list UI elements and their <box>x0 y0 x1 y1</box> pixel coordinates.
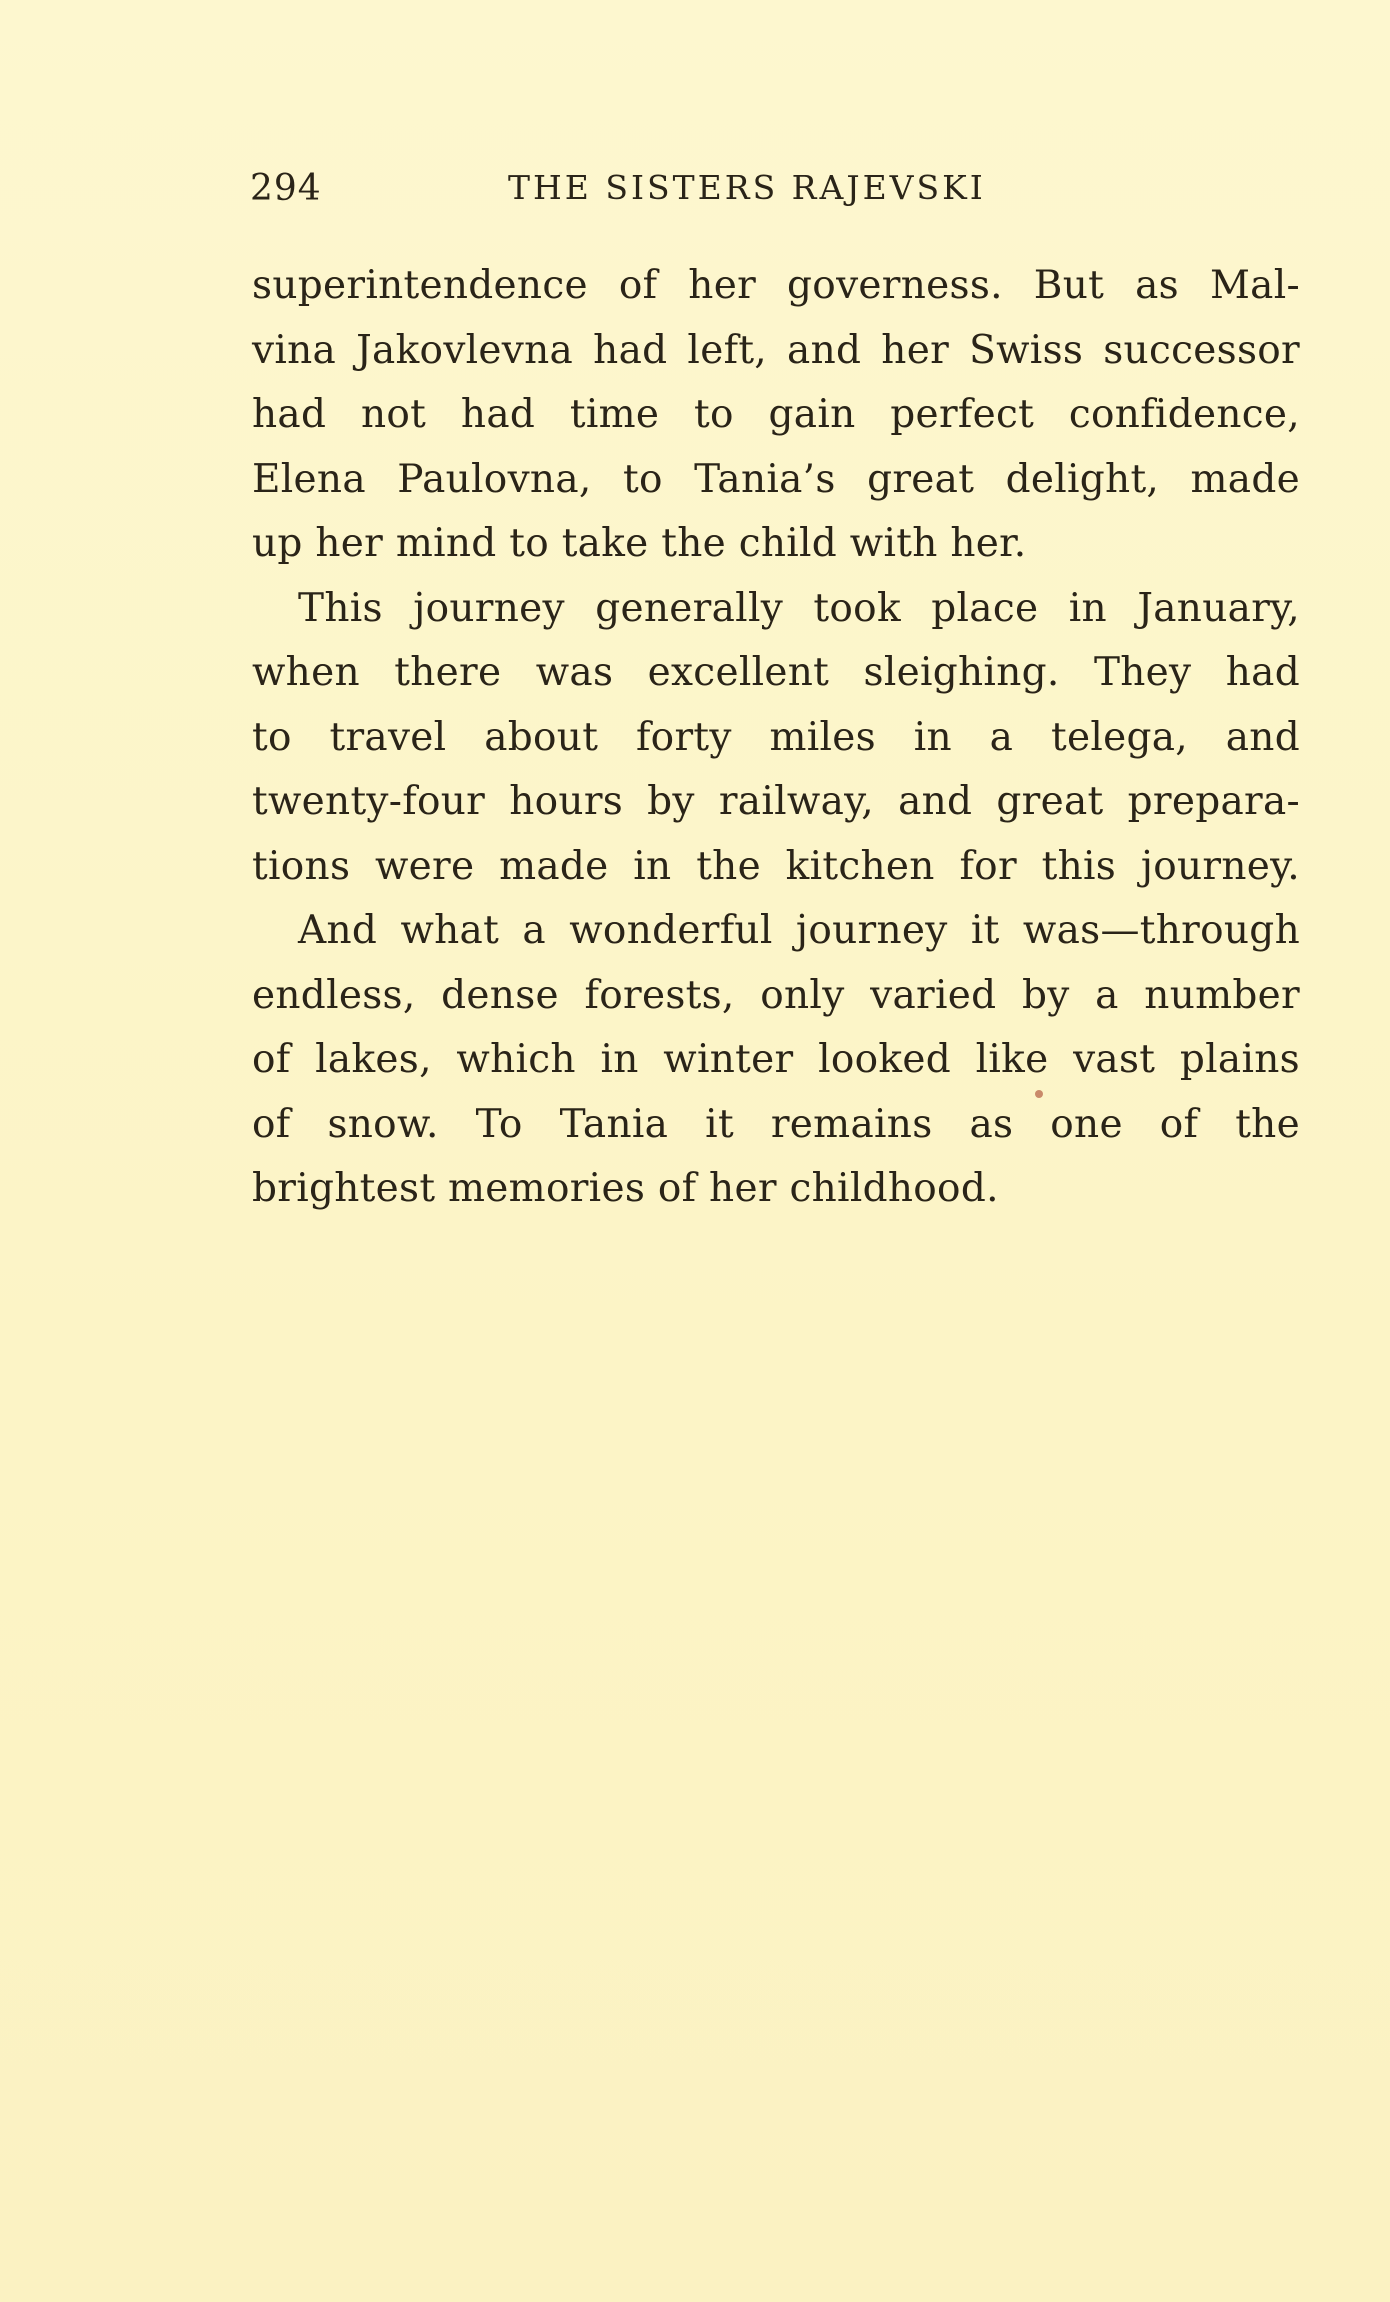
text-line: to travel about forty miles in a telega, and <box>252 714 1300 760</box>
ink-speck <box>1035 1090 1043 1098</box>
text-line: And what a wonderful journey it was—through <box>298 908 1300 953</box>
text-line: This journey generally took place in January, <box>298 585 1300 631</box>
page-number: 294 <box>250 168 322 209</box>
text-line: Elena Paulovna, to Tania’s great delight, made <box>252 456 1300 502</box>
text-line: had not had time to gain perfect confidence, <box>252 392 1300 437</box>
text-line: vina Jakovlevna had left, and her Swiss successor <box>252 327 1300 373</box>
text-line: superintendence of her governess. But as Mal- <box>252 263 1300 308</box>
text-line: twenty-four hours by railway, and great prepara- <box>252 779 1300 824</box>
text-line: up her mind to take the child with her. <box>252 521 1027 566</box>
page-header <box>250 160 1300 220</box>
text-line: tions were made in the kitchen for this journey. <box>252 843 1300 889</box>
text-line: brightest memories of her childhood. <box>252 1166 999 1211</box>
text-line: when there was excellent sleighing. They had <box>252 650 1300 695</box>
text-line: endless, dense forests, only varied by a number <box>252 972 1300 1018</box>
body-text <box>252 254 1300 1222</box>
text-line: of snow. To Tania it remains as one of the <box>252 1101 1300 1147</box>
running-head: THE SISTERS RAJEVSKI <box>508 168 986 207</box>
text-line: of lakes, which in winter looked like vast plains <box>252 1037 1300 1082</box>
